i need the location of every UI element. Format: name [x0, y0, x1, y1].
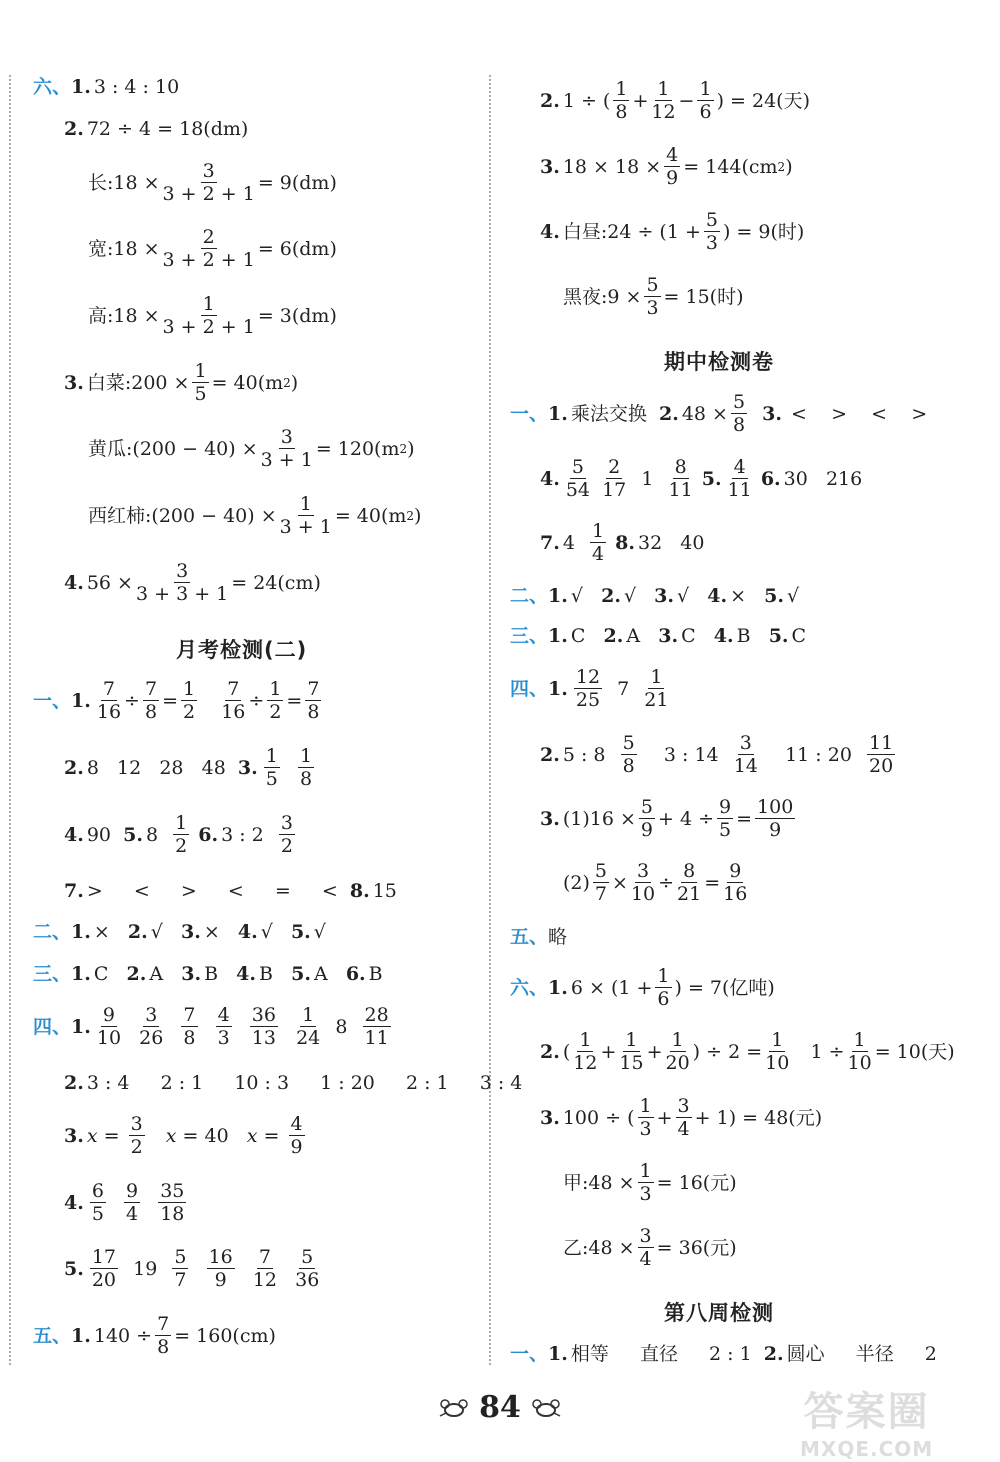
mid-er-row: 二、 1. √ 2. √ 3. √ 4. × 5. √ — [510, 585, 800, 607]
right-q4-baizhou: 4. 白昼:24 ÷ (1 + $\frac{5}{3}$ ) = 9(时) — [540, 209, 805, 254]
right-q3: 3. 18 × 18 × $\frac{4}{9}$ = 144(cm 2 ) — [540, 144, 793, 189]
section-label: 六、 — [33, 76, 72, 98]
heading-week8: 第八周检测 — [664, 1301, 774, 1325]
left-line-liu-1 — [33, 78, 179, 97]
fraction: $\frac{2}{3 + 2 + 1}$ — [162, 226, 255, 271]
bee-ornament-right-icon — [529, 1396, 563, 1420]
mid-liu-3-yi: 乙:48 × $\frac{3}{4}$ = 36(元) — [563, 1225, 737, 1270]
m-si-4: 4. 6 5 9 4 35 18 — [64, 1180, 185, 1225]
answer-text: 72 ÷ 4 = 18(dm) — [86, 118, 249, 140]
formula-text: 西红柿:(200 − 40) × — [88, 504, 277, 527]
fraction: $\frac{1}{3 + 1}$ — [279, 493, 332, 538]
left-line-baicai: 3. 白菜:200 × $\frac{1}{5}$ = 40(m 2 ) — [64, 360, 299, 405]
formula-text: = 9(dm) — [257, 171, 337, 194]
formula-text: 56 × — [86, 571, 133, 594]
mid-liu-2: 2. ( 1 12 + $\frac{1}{15}$ + $\frac{1}{20}$ ) ÷ 2 = $\frac{1}{10}$ 1 ÷ $\frac{1}{10}$ = 10(天) — [540, 1029, 955, 1074]
right-q2: 2. 1 ÷ ( 1 8 + $\frac{1}{12}$ − $\frac{1}{6}$ ) = 24(天) — [540, 78, 810, 123]
fraction: $\frac{3}{3 + 3 + 1}$ — [135, 560, 229, 605]
mid-san-row: 三、 1. C 2. A 3. C 4. B 5. C — [510, 625, 807, 647]
formula-text: 宽:18 × — [88, 237, 160, 260]
fraction: $\frac{3}{3 + 1}$ — [260, 426, 313, 471]
m-si-1: 四、 1. 9 10 3 26 7 8 4 3 36 13 1 24 8 28 11 — [33, 1004, 389, 1049]
mid-wu-row: 五、 略 — [510, 926, 568, 948]
formula-text: 高:18 × — [88, 304, 160, 327]
fraction: $\frac{3}{3 + 2 + 1}$ — [162, 160, 255, 205]
watermark-logo: 答案圈 MXQE.COM — [800, 1389, 934, 1461]
bee-ornament-left-icon — [437, 1396, 471, 1420]
mid-liu-3: 3. 100 ÷ ( 1 3 + $\frac{3}{4}$ + 1) = 48(元) — [540, 1095, 823, 1140]
right-q4-heiye: 黑夜:9 × $\frac{5}{3}$ = 15(时) — [563, 274, 744, 319]
left-line-liu-2 — [64, 120, 248, 139]
mid-si-2: 2. 5 : 8 5 8 3 : 14 3 14 11 : 20 11 20 — [540, 732, 894, 777]
m-san-row: 三、 1. C 2. A 3. B 4. B 5. A 6. B — [33, 963, 383, 985]
q-num: 2. — [64, 118, 84, 140]
left-margin-divider — [9, 75, 11, 1365]
m-yi-1: 一、 1. $\frac{7}{16}$ ÷ $\frac{7}{8}$ = $\frac{1}{2}$ $\frac{7}{16}$ ÷ $\frac{1}{2}$ = $\frac{7}{8}$ — [33, 678, 320, 723]
q-num: 3. — [64, 371, 84, 394]
formula-text: = 3(dm) — [257, 304, 337, 327]
mid-yi-1: 一、 1. 乘法交换 2. 48 × $\frac{5}{8}$ 3. < > < > — [510, 391, 928, 436]
left-line-kuan — [88, 228, 337, 270]
fraction: $\frac{1}{3 + 2 + 1}$ — [162, 293, 255, 338]
left-line-xihongshi: 西红柿:(200 − 40) × $\frac{1}{3 + 1}$ = 40(m 2 ) — [88, 493, 422, 538]
page-number: 84 — [479, 1390, 521, 1425]
m-si-3: 3. x = $\frac{3}{2}$ x = 40 x = $\frac{4}{9}$ — [64, 1113, 303, 1158]
heading-midterm: 期中检测卷 — [664, 350, 774, 374]
left-line-gao — [88, 295, 337, 337]
m-er-row: 二、 1. × 2. √ 3. × 4. √ 5. √ — [33, 921, 326, 943]
left-line-huanggua: 黄瓜:(200 − 40) × $\frac{3}{3 + 1}$ = 120(m 2 ) — [88, 426, 415, 471]
mid-yi-4: 4. 5 54 2 17 1 8 11 5. 4 11 6. 30 216 — [540, 456, 863, 501]
left-line-liu-4 — [64, 562, 321, 604]
m-yi-7: 7. > < > < = < 8. 15 — [64, 880, 397, 902]
w8-yi-1: 一、 1. 相等 直径 2 : 1 2. 圆心 半径 2 — [510, 1343, 937, 1365]
mid-si-3-1: 3. (1)16 × $\frac{5}{9}$ + 4 ÷ $\frac{9}{5}$ = $\frac{100}{9}$ — [540, 796, 794, 841]
formula-text: = 24(cm) — [231, 571, 321, 594]
q-num: 4. — [64, 571, 84, 594]
m-wu-1: 五、 1. 140 ÷ $\frac{7}{8}$ = 160(cm) — [33, 1313, 276, 1358]
answer-text: 3 : 4 : 10 — [93, 76, 180, 98]
left-line-chang — [88, 162, 337, 204]
m-si-2: 2. 3 : 4 2 : 1 10 : 3 1 : 20 2 : 1 3 : 4 — [64, 1072, 523, 1094]
column-divider — [489, 75, 491, 1365]
formula-text: = 6(dm) — [257, 237, 337, 260]
mid-liu-1: 六、 1. 6 × (1 + $\frac{1}{6}$ ) = 7(亿吨) — [510, 965, 775, 1010]
heading-monthly-test-2: 月考检测(二) — [176, 638, 308, 662]
m-yi-2: 2. 8 12 28 48 3. 1 5 1 8 — [64, 745, 313, 790]
mid-si-3-2: (2) $\frac{5}{7}$ × $\frac{3}{10}$ ÷ $\frac{8}{21}$ = $\frac{9}{16}$ — [563, 860, 748, 905]
q-num: 1. — [71, 76, 91, 98]
formula-text: 长:18 × — [88, 171, 160, 194]
fraction: $\frac{1}{5}$ — [194, 360, 207, 405]
m-si-5: 5. 17 20 19 5 7 16 9 7 12 5 36 — [64, 1246, 320, 1291]
m-yi-4: 4. 90 5. 8 1 2 6. 3 : 2 3 2 — [64, 812, 293, 857]
formula-text: 白菜:200 × — [86, 371, 190, 394]
mid-liu-3-jia: 甲:48 × $\frac{1}{3}$ = 16(元) — [563, 1160, 737, 1205]
formula-text: 黄瓜:(200 − 40) × — [88, 437, 258, 460]
mid-si-1: 四、 1. 12 25 7 1 21 — [510, 666, 669, 711]
mid-yi-7: 7. 4 1 4 8. 32 40 — [540, 520, 705, 565]
